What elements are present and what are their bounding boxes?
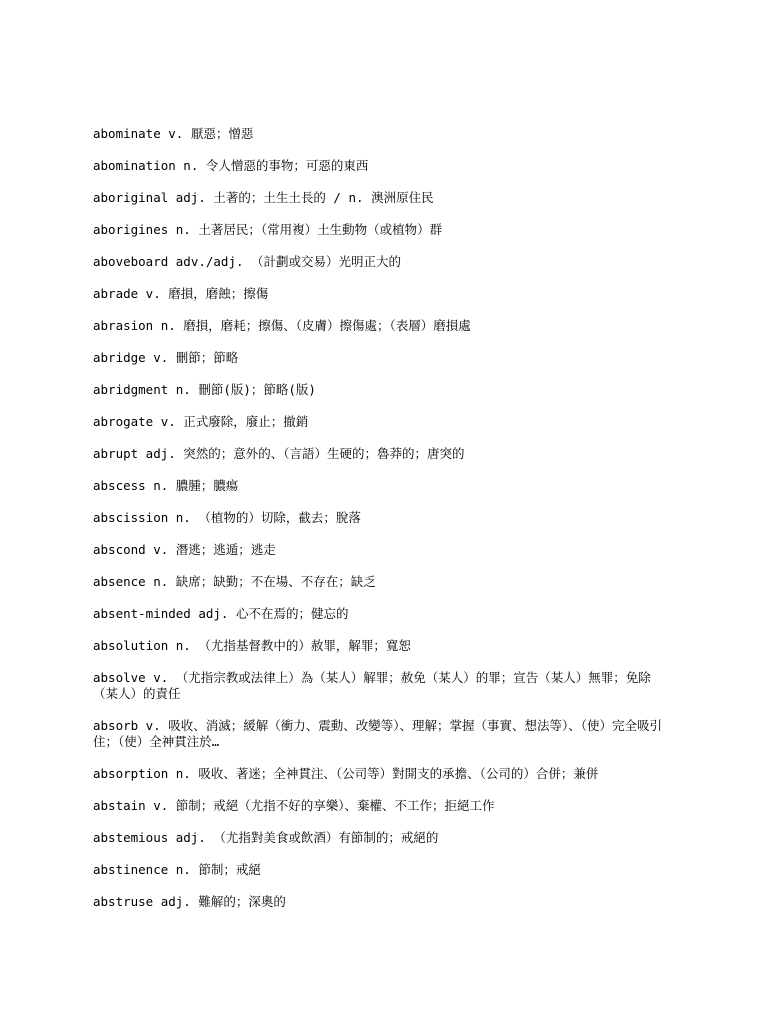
vocab-entry: abominate v. 厭惡；憎惡 bbox=[93, 126, 254, 141]
vocab-entry: aboriginal adj. 土著的；土生土長的 / n. 澳洲原住民 bbox=[93, 190, 434, 205]
vocab-entry: abstinence n. 節制；戒絕 bbox=[93, 862, 261, 877]
vocab-entry: abscess n. 膿腫；膿瘍 bbox=[93, 478, 239, 493]
vocab-entry: abstruse adj. 難解的；深奧的 bbox=[93, 894, 286, 909]
vocab-entry: absolution n. （尤指基督教中的）赦罪，解罪；寬恕 bbox=[93, 638, 411, 653]
vocab-entry: absorption n. 吸收、著迷；全神貫注、（公司等）對開支的承擔、（公司的）合併；兼併 bbox=[93, 766, 599, 781]
vocab-entry: abridgment n. 刪節(版)；節略(版) bbox=[93, 382, 316, 397]
vocab-entry: aboveboard adv./adj. （計劃或交易）光明正大的 bbox=[93, 254, 402, 269]
vocab-entry: absent-minded adj. 心不在焉的；健忘的 bbox=[93, 606, 349, 621]
vocab-entry: abstemious adj. （尤指對美食或飲酒）有節制的；戒絕的 bbox=[93, 830, 439, 845]
vocab-entry: aborigines n. 土著居民；（常用複）土生動物（或植物）群 bbox=[93, 222, 443, 237]
vocab-entry: abrade v. 磨損，磨蝕；擦傷 bbox=[93, 286, 269, 301]
vocab-entry: abrasion n. 磨損，磨耗；擦傷、（皮膚）擦傷處；（表層）磨損處 bbox=[93, 318, 471, 333]
vocab-entry: abstain v. 節制；戒絕（尤指不好的享樂）、棄權、不工作；拒絕工作 bbox=[93, 798, 495, 813]
vocab-entry: abridge v. 刪節；節略 bbox=[93, 350, 239, 365]
vocab-entry: abomination n. 令人憎惡的事物；可惡的東西 bbox=[93, 158, 369, 173]
vocab-entry: absence n. 缺席；缺勤；不在場、不存在；缺乏 bbox=[93, 574, 376, 589]
vocab-entry: absorb v. 吸收、消滅；緩解（衝力、震動、改變等）、理解；掌握（事實、想法等）、（使）完全吸引住；（使）全神貫注於… bbox=[93, 718, 663, 749]
vocabulary-list bbox=[93, 126, 673, 926]
vocab-entry: abscission n. （植物的）切除，截去；脫落 bbox=[93, 510, 361, 525]
vocab-entry: abrogate v. 正式廢除，廢止；撤銷 bbox=[93, 414, 309, 429]
vocab-entry: abrupt adj. 突然的；意外的、（言語）生硬的；魯莽的；唐突的 bbox=[93, 446, 465, 461]
vocab-entry: absolve v. （尤指宗教或法律上）為（某人）解罪；赦免（某人）的罪；宣告（某人）無罪；免除（某人）的責任 bbox=[93, 670, 651, 701]
vocab-entry: abscond v. 潛逃；逃遁；逃走 bbox=[93, 542, 276, 557]
